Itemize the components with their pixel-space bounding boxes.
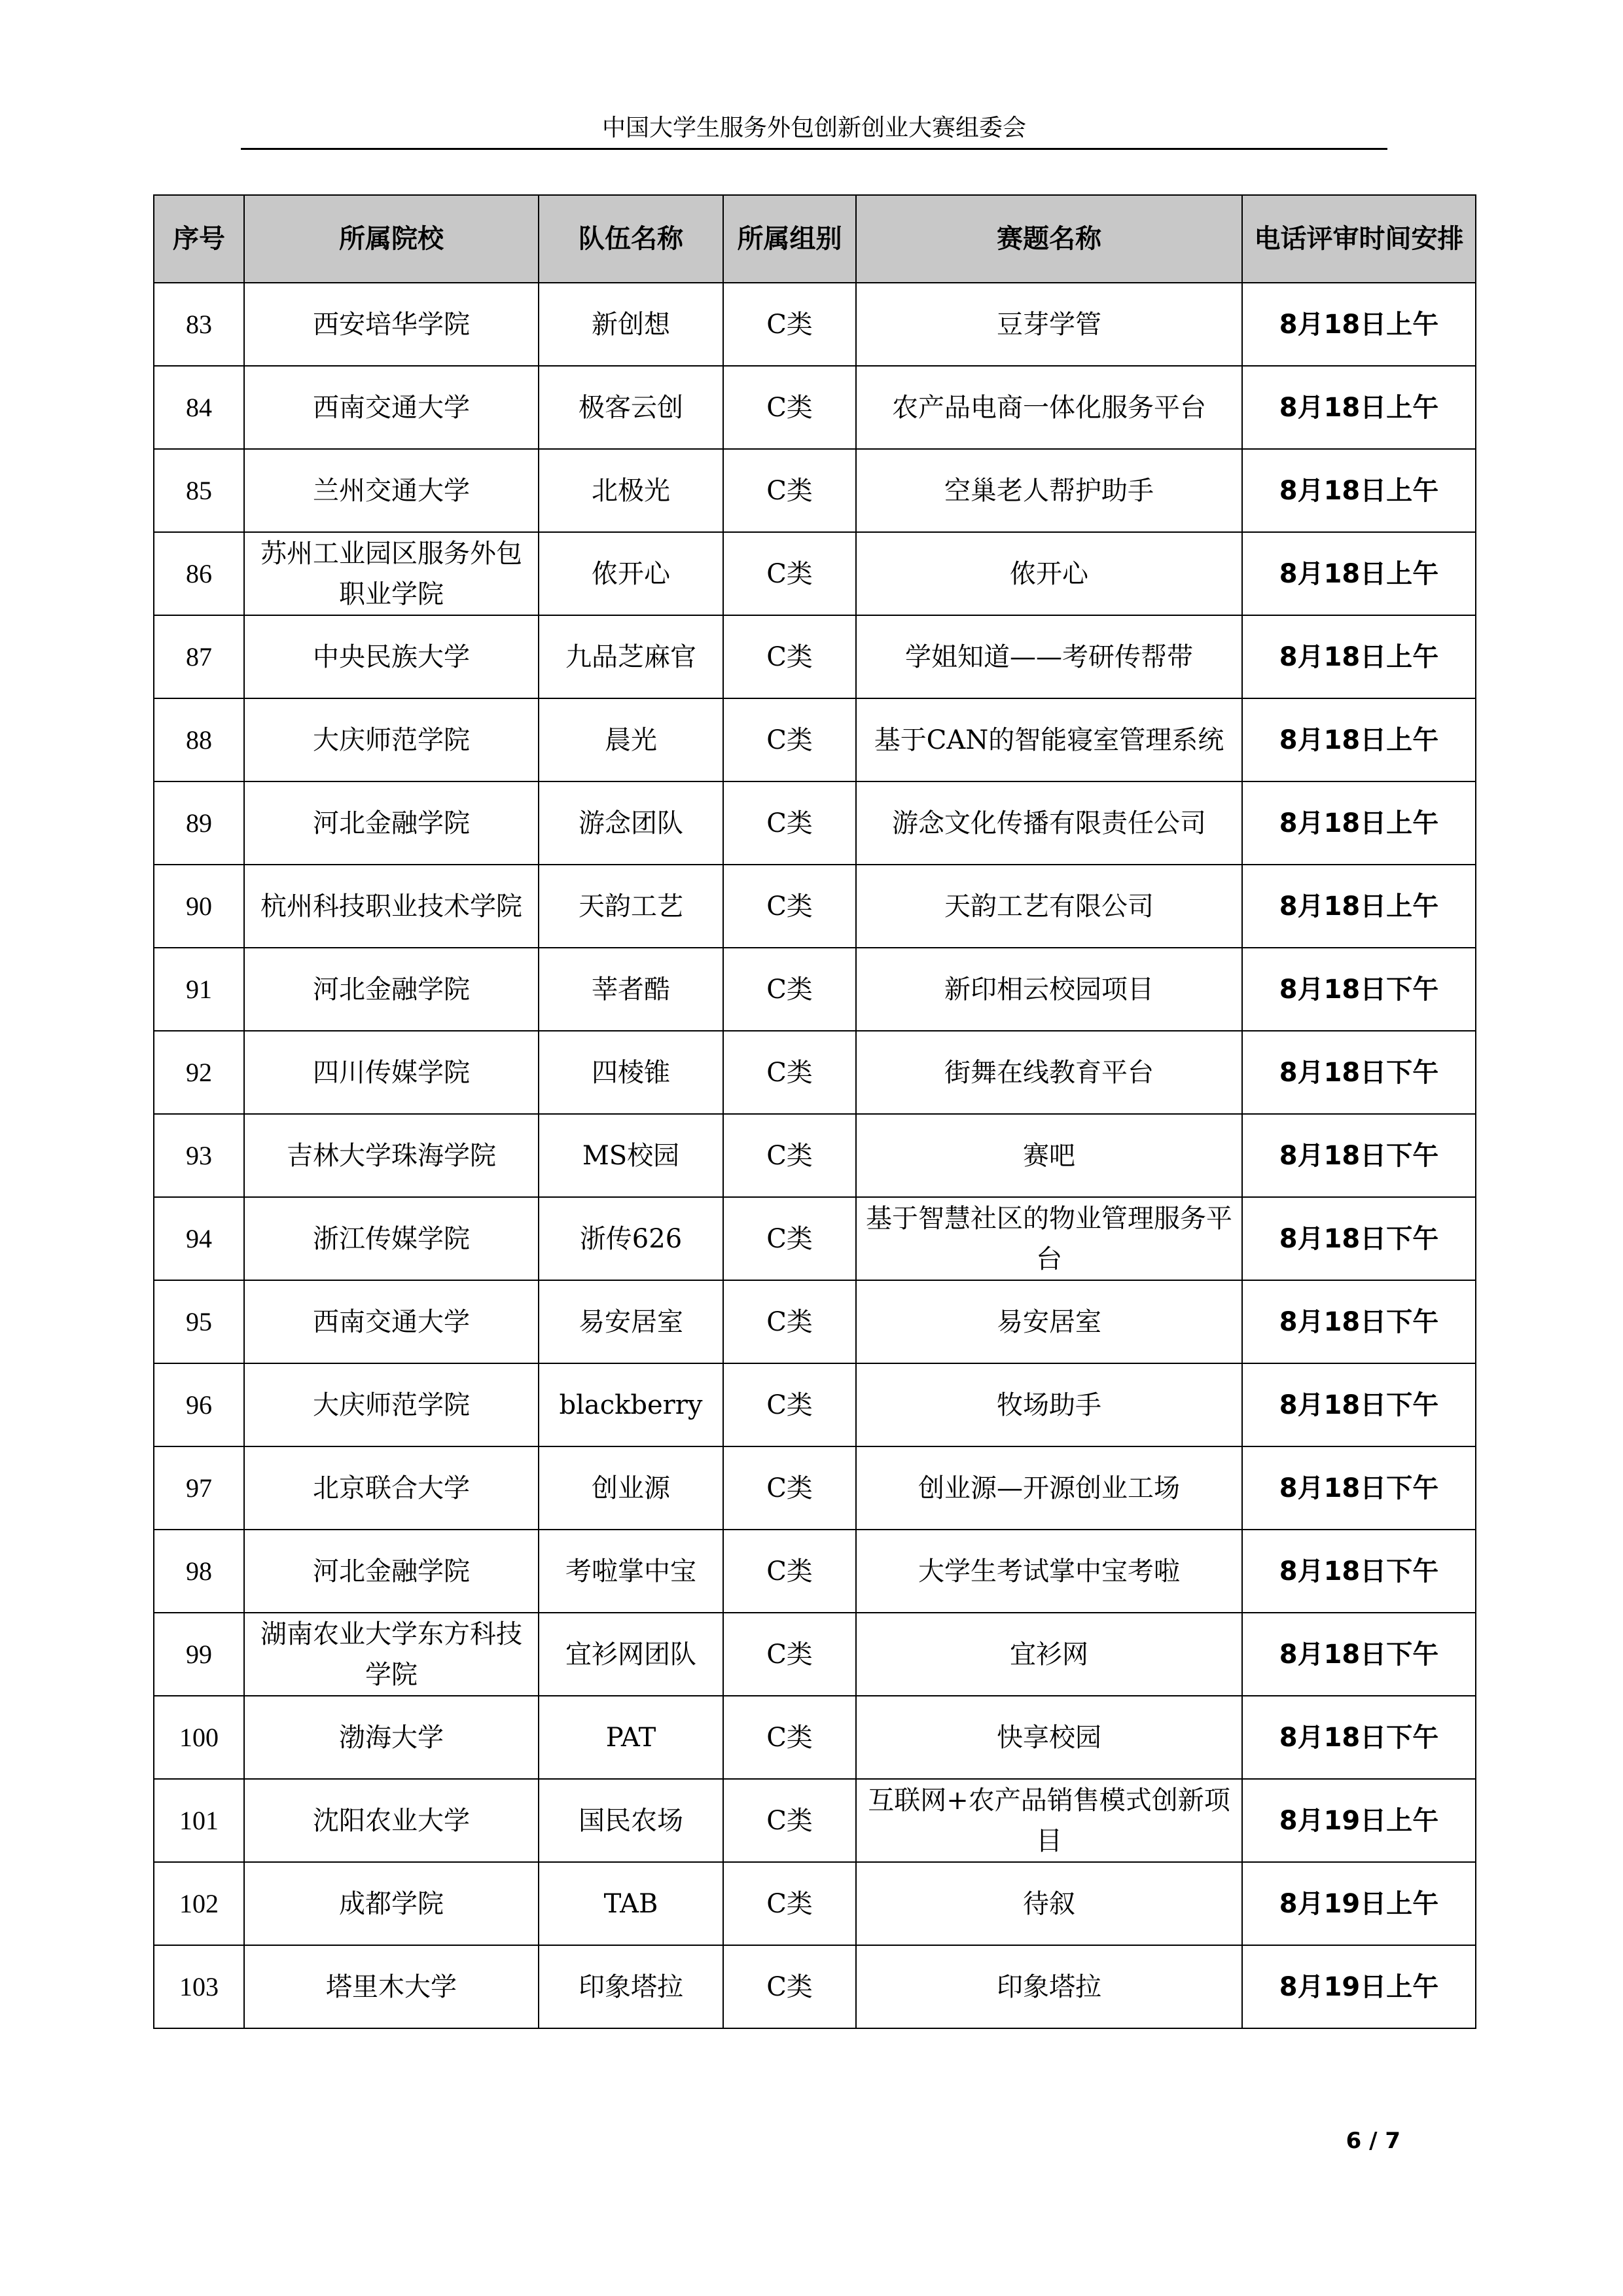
cell-topic: 天韵工艺有限公司 xyxy=(856,865,1242,948)
cell-time: 8月18日上午 xyxy=(1242,865,1476,948)
cell-no: 96 xyxy=(154,1363,244,1446)
cell-no: 100 xyxy=(154,1696,244,1779)
cell-topic: 学姐知道——考研传帮带 xyxy=(856,615,1242,698)
cell-group: C类 xyxy=(723,948,856,1031)
cell-topic: 空巢老人帮护助手 xyxy=(856,449,1242,532)
cell-no: 87 xyxy=(154,615,244,698)
cell-time: 8月18日下午 xyxy=(1242,1613,1476,1696)
cell-no: 101 xyxy=(154,1779,244,1862)
table-row xyxy=(154,1945,1476,2028)
cell-no: 94 xyxy=(154,1197,244,1280)
cell-group: C类 xyxy=(723,698,856,781)
cell-topic: 易安居室 xyxy=(856,1280,1242,1363)
cell-topic: 牧场助手 xyxy=(856,1363,1242,1446)
page-number: 6 / 7 xyxy=(1346,2128,1400,2154)
cell-group: C类 xyxy=(723,1363,856,1446)
cell-time: 8月18日下午 xyxy=(1242,1280,1476,1363)
cell-school: 河北金融学院 xyxy=(244,781,539,865)
table-row xyxy=(154,948,1476,1031)
table-body xyxy=(154,283,1476,2028)
column-header-no: 序号 xyxy=(154,195,244,283)
cell-school: 河北金融学院 xyxy=(244,1530,539,1613)
cell-no: 95 xyxy=(154,1280,244,1363)
cell-school: 杭州科技职业技术学院 xyxy=(244,865,539,948)
table-row xyxy=(154,1862,1476,1945)
cell-time: 8月18日下午 xyxy=(1242,1031,1476,1114)
cell-time: 8月19日上午 xyxy=(1242,1945,1476,2028)
header-rule xyxy=(241,148,1387,150)
cell-team: 晨光 xyxy=(539,698,723,781)
cell-topic: 快享校园 xyxy=(856,1696,1242,1779)
cell-school: 大庆师范学院 xyxy=(244,1363,539,1446)
cell-school: 西南交通大学 xyxy=(244,1280,539,1363)
cell-topic: 豆芽学管 xyxy=(856,283,1242,366)
cell-no: 97 xyxy=(154,1446,244,1530)
cell-team: blackberry xyxy=(539,1363,723,1446)
cell-no: 92 xyxy=(154,1031,244,1114)
cell-team: 极客云创 xyxy=(539,366,723,449)
cell-team: 侬开心 xyxy=(539,532,723,615)
cell-no: 85 xyxy=(154,449,244,532)
cell-school: 沈阳农业大学 xyxy=(244,1779,539,1862)
table-row xyxy=(154,449,1476,532)
cell-group: C类 xyxy=(723,1114,856,1197)
table-row xyxy=(154,366,1476,449)
cell-group: C类 xyxy=(723,1031,856,1114)
table-row xyxy=(154,1197,1476,1280)
cell-school: 北京联合大学 xyxy=(244,1446,539,1530)
cell-no: 88 xyxy=(154,698,244,781)
cell-topic: 街舞在线教育平台 xyxy=(856,1031,1242,1114)
cell-time: 8月18日下午 xyxy=(1242,1114,1476,1197)
table-row xyxy=(154,283,1476,366)
cell-topic: 赛吧 xyxy=(856,1114,1242,1197)
column-header-team: 队伍名称 xyxy=(539,195,723,283)
cell-school: 中央民族大学 xyxy=(244,615,539,698)
cell-school: 苏州工业园区服务外包职业学院 xyxy=(244,532,539,615)
cell-group: C类 xyxy=(723,1696,856,1779)
column-header-time: 电话评审时间安排 xyxy=(1242,195,1476,283)
cell-no: 86 xyxy=(154,532,244,615)
cell-group: C类 xyxy=(723,1945,856,2028)
cell-school: 兰州交通大学 xyxy=(244,449,539,532)
cell-school: 吉林大学珠海学院 xyxy=(244,1114,539,1197)
cell-time: 8月18日下午 xyxy=(1242,1696,1476,1779)
cell-group: C类 xyxy=(723,1862,856,1945)
cell-group: C类 xyxy=(723,1613,856,1696)
cell-no: 98 xyxy=(154,1530,244,1613)
cell-topic: 侬开心 xyxy=(856,532,1242,615)
cell-team: 北极光 xyxy=(539,449,723,532)
cell-team: 九品芝麻官 xyxy=(539,615,723,698)
cell-team: 易安居室 xyxy=(539,1280,723,1363)
cell-topic: 创业源—开源创业工场 xyxy=(856,1446,1242,1530)
cell-team: 印象塔拉 xyxy=(539,1945,723,2028)
cell-no: 83 xyxy=(154,283,244,366)
cell-team: MS校园 xyxy=(539,1114,723,1197)
cell-topic: 新印相云校园项目 xyxy=(856,948,1242,1031)
cell-time: 8月18日上午 xyxy=(1242,283,1476,366)
table-row xyxy=(154,1114,1476,1197)
cell-team: 莘者酷 xyxy=(539,948,723,1031)
cell-group: C类 xyxy=(723,283,856,366)
schedule-table xyxy=(153,194,1476,2029)
cell-topic: 印象塔拉 xyxy=(856,1945,1242,2028)
cell-time: 8月18日下午 xyxy=(1242,1197,1476,1280)
cell-time: 8月18日上午 xyxy=(1242,615,1476,698)
cell-no: 90 xyxy=(154,865,244,948)
cell-time: 8月18日上午 xyxy=(1242,449,1476,532)
cell-no: 84 xyxy=(154,366,244,449)
cell-group: C类 xyxy=(723,1197,856,1280)
cell-group: C类 xyxy=(723,366,856,449)
cell-team: 天韵工艺 xyxy=(539,865,723,948)
cell-time: 8月18日上午 xyxy=(1242,698,1476,781)
cell-time: 8月18日下午 xyxy=(1242,948,1476,1031)
cell-school: 浙江传媒学院 xyxy=(244,1197,539,1280)
cell-time: 8月18日下午 xyxy=(1242,1446,1476,1530)
column-header-school: 所属院校 xyxy=(244,195,539,283)
table-row xyxy=(154,1363,1476,1446)
cell-no: 93 xyxy=(154,1114,244,1197)
cell-time: 8月18日上午 xyxy=(1242,366,1476,449)
cell-topic: 基于智慧社区的物业管理服务平台 xyxy=(856,1197,1242,1280)
cell-school: 大庆师范学院 xyxy=(244,698,539,781)
cell-school: 渤海大学 xyxy=(244,1696,539,1779)
cell-school: 四川传媒学院 xyxy=(244,1031,539,1114)
cell-group: C类 xyxy=(723,1446,856,1530)
table-row xyxy=(154,1280,1476,1363)
cell-no: 99 xyxy=(154,1613,244,1696)
cell-school: 塔里木大学 xyxy=(244,1945,539,2028)
cell-time: 8月18日上午 xyxy=(1242,781,1476,865)
cell-team: 国民农场 xyxy=(539,1779,723,1862)
cell-time: 8月18日下午 xyxy=(1242,1530,1476,1613)
table-row xyxy=(154,1696,1476,1779)
table-row xyxy=(154,1779,1476,1862)
cell-team: 游念团队 xyxy=(539,781,723,865)
table-row xyxy=(154,1613,1476,1696)
cell-team: TAB xyxy=(539,1862,723,1945)
cell-team: 宜衫网团队 xyxy=(539,1613,723,1696)
cell-group: C类 xyxy=(723,781,856,865)
cell-time: 8月18日下午 xyxy=(1242,1363,1476,1446)
cell-topic: 游念文化传播有限责任公司 xyxy=(856,781,1242,865)
cell-group: C类 xyxy=(723,449,856,532)
table-row xyxy=(154,865,1476,948)
cell-group: C类 xyxy=(723,1779,856,1862)
table-row xyxy=(154,532,1476,615)
cell-topic: 基于CAN的智能寝室管理系统 xyxy=(856,698,1242,781)
cell-school: 西南交通大学 xyxy=(244,366,539,449)
cell-topic: 宜衫网 xyxy=(856,1613,1242,1696)
cell-group: C类 xyxy=(723,1530,856,1613)
table-row xyxy=(154,781,1476,865)
cell-group: C类 xyxy=(723,1280,856,1363)
table-row xyxy=(154,698,1476,781)
cell-no: 91 xyxy=(154,948,244,1031)
cell-school: 西安培华学院 xyxy=(244,283,539,366)
cell-team: 新创想 xyxy=(539,283,723,366)
table-row xyxy=(154,1031,1476,1114)
cell-school: 成都学院 xyxy=(244,1862,539,1945)
cell-team: 浙传626 xyxy=(539,1197,723,1280)
cell-no: 102 xyxy=(154,1862,244,1945)
cell-team: 考啦掌中宝 xyxy=(539,1530,723,1613)
cell-team: 创业源 xyxy=(539,1446,723,1530)
cell-school: 湖南农业大学东方科技学院 xyxy=(244,1613,539,1696)
cell-time: 8月19日上午 xyxy=(1242,1862,1476,1945)
table-header-row xyxy=(154,195,1476,283)
cell-no: 103 xyxy=(154,1945,244,2028)
cell-topic: 农产品电商一体化服务平台 xyxy=(856,366,1242,449)
table-row xyxy=(154,1530,1476,1613)
table-row xyxy=(154,1446,1476,1530)
cell-team: PAT xyxy=(539,1696,723,1779)
column-header-group: 所属组别 xyxy=(723,195,856,283)
column-header-topic: 赛题名称 xyxy=(856,195,1242,283)
cell-topic: 大学生考试掌中宝考啦 xyxy=(856,1530,1242,1613)
cell-time: 8月18日上午 xyxy=(1242,532,1476,615)
cell-group: C类 xyxy=(723,865,856,948)
cell-topic: 互联网+农产品销售模式创新项目 xyxy=(856,1779,1242,1862)
cell-time: 8月19日上午 xyxy=(1242,1779,1476,1862)
page-header: 中国大学生服务外包创新创业大赛组委会 xyxy=(601,115,1026,141)
cell-no: 89 xyxy=(154,781,244,865)
table-row xyxy=(154,615,1476,698)
cell-team: 四棱锥 xyxy=(539,1031,723,1114)
cell-group: C类 xyxy=(723,532,856,615)
cell-group: C类 xyxy=(723,615,856,698)
cell-topic: 待叙 xyxy=(856,1862,1242,1945)
cell-school: 河北金融学院 xyxy=(244,948,539,1031)
